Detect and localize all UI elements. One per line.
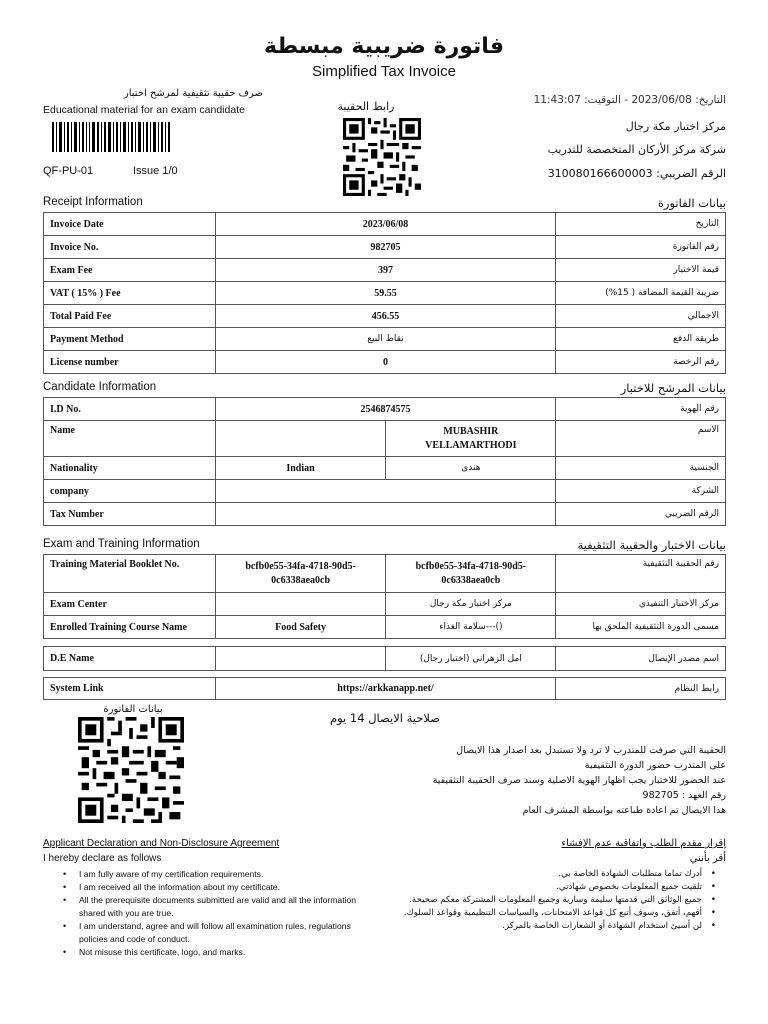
booklet-label-arabic: رقم الحقيبة التثقيفية (556, 555, 726, 593)
tax-number-label: Tax Number (44, 503, 216, 526)
invoice-number-label-arabic: رقم الفاتورة (556, 236, 726, 259)
name-label: Name (44, 421, 216, 457)
receipt-section-title-arabic: بيانات الفاتورة (657, 196, 726, 210)
material-label-english: Educational material for an exam candidate (43, 104, 245, 116)
system-link-label: System Link (44, 678, 216, 700)
total-paid-value: 456.55 (216, 305, 556, 328)
payment-method-value: نقاط البيع (216, 328, 556, 351)
declaration-intro-arabic: أقر بأنني (689, 853, 726, 864)
course-name-label: Enrolled Training Course Name (44, 616, 216, 639)
table-row (44, 678, 726, 700)
table-row (44, 480, 726, 503)
table-row (44, 647, 726, 671)
table-row (44, 457, 726, 480)
booklet-label: Training Material Booklet No. (44, 555, 216, 593)
note-line: على المتدرب حضور الدورة التثقيفية (584, 760, 726, 771)
list-item: • أفهم، أتفق، وسوف أتبع كل قواعد الامتحانات، والسياسات التنظيمية وقواعد السلوك. (400, 907, 726, 920)
name-label-arabic: الاسم (556, 421, 726, 457)
declaration-list-arabic (400, 868, 726, 933)
note-line: رقم العهد : 982705 (642, 790, 726, 801)
company-label: company (44, 480, 216, 503)
table-row (44, 213, 726, 236)
table-row (44, 421, 726, 457)
table-row (44, 555, 726, 593)
vat-fee-label: VAT ( 15% ) Fee (44, 282, 216, 305)
candidate-name-value: MUBASHIR VELLAMARTHODI (386, 421, 556, 457)
license-number-value: 0 (216, 351, 556, 374)
receipt-validity: صلاحية الايصال 14 يوم (329, 711, 441, 725)
company-name-arabic: شركة مركز الأركان المتخصصة للتدريب (547, 143, 726, 156)
exam-section-title: Exam and Training Information (43, 538, 200, 550)
invoice-number-label: Invoice No. (44, 236, 216, 259)
de-name-label: D.E Name (44, 647, 216, 671)
declaration-intro-english: I hereby declare as follows (43, 853, 162, 864)
total-paid-label-arabic: الاجمالي (556, 305, 726, 328)
list-item: • I am fully aware of my certification requirements. (43, 868, 363, 881)
list-item: • جميع الوثائق التي قدمتها سليمة وسارية وجميع المعلومات المشتركة معكم صحيحة. (400, 894, 726, 907)
exam-fee-value: 397 (216, 259, 556, 282)
material-label-arabic: صرف حقيبة تثقيفية لمرشح اختبار (123, 88, 263, 99)
nationality-value-english: Indian (215, 457, 386, 480)
bag-link-label: رابط الحقيبة (337, 100, 395, 113)
list-item: • I am understand, agree and will follow all examination rules, regulations policies and code of conduct. (43, 920, 363, 946)
tax-number-label-arabic: الرقم الضريبي (556, 503, 726, 526)
title-english: Simplified Tax Invoice (312, 63, 456, 80)
license-number-label-arabic: رقم الرخصة (556, 351, 726, 374)
de-name-value: امل الزهراني (اختبار رجال) (386, 647, 556, 671)
candidate-table (43, 397, 726, 526)
list-item: • Not misuse this certificate, logo, and marks. (43, 946, 363, 959)
table-row (44, 259, 726, 282)
exam-center-label: Exam Center (44, 593, 216, 616)
system-link-label-arabic: رابط النظام (556, 678, 726, 700)
id-value: 2546874575 (215, 398, 556, 421)
nationality-label: Nationality (44, 457, 216, 480)
exam-fee-label: Exam Fee (44, 259, 216, 282)
course-name-value-english: Food Safety (215, 616, 386, 639)
system-link-value[interactable]: https://arkkanapp.net/ (216, 678, 556, 700)
table-row (44, 305, 726, 328)
table-row (44, 593, 726, 616)
list-item: • لن أسيئ استخدام الشهادة أو الشعارات الخاصة بالمركز. (400, 920, 726, 933)
course-name-label-arabic: مسمى الدورة التثقيفية الملحق بها (556, 616, 726, 639)
note-line: عند الحضور للاختبار يجب اظهار الهوية الاصلية وسند صرف الحقيبة التثقيفية (432, 775, 726, 786)
table-row (44, 398, 726, 421)
table-row (44, 236, 726, 259)
declaration-title-arabic: إقرار مقدم الطلب واتفاقية عدم الإفشاء (561, 838, 726, 849)
company-label-arabic: الشركة (556, 480, 726, 503)
payment-method-label: Payment Method (44, 328, 216, 351)
booklet-value: bcfb0e55-34fa-4718-90d5-0c6338aea0cb (215, 555, 386, 593)
invoice-qr-code[interactable] (78, 716, 184, 824)
issue-number: Issue 1/0 (133, 165, 178, 177)
list-item: • All the prerequisite documents submitted are valid and all the information shared with you are true. (43, 894, 363, 920)
exam-section-title-arabic: بيانات الاختبار والحقيبة التثقيفية (577, 538, 726, 552)
system-link-table (43, 677, 726, 700)
candidate-section-title: Candidate Information (43, 381, 157, 393)
exam-table (43, 554, 726, 639)
license-number-label: License number (44, 351, 216, 374)
invoice-qr-caption: بيانات الفاتورة (103, 704, 163, 715)
list-item: • I am received all the information about my certificate. (43, 881, 363, 894)
bag-link-qr-code[interactable] (343, 118, 421, 196)
exam-center-label-arabic: مركز الاختبار التنفيذي (556, 593, 726, 616)
vat-fee-value: 59.55 (216, 282, 556, 305)
list-item: • تلقيت جميع المعلومات بخصوص شهادتي. (400, 881, 726, 894)
invoice-date-value: 2023/06/08 (216, 213, 556, 236)
test-center-arabic: مركز اختبار مكة رجال (625, 120, 726, 133)
total-paid-label: Total Paid Fee (44, 305, 216, 328)
candidate-section-title-arabic: بيانات المرشح للاختبار (620, 381, 726, 395)
table-row (44, 503, 726, 526)
invoice-date-label: Invoice Date (44, 213, 216, 236)
datetime-arabic: التاريخ: 2023/06/08 - التوقيت: 11:43:07 (533, 94, 726, 106)
vat-fee-label-arabic: ضريبة القيمة المضافة ( 15%) (556, 282, 726, 305)
id-label-arabic: رقم الهوية (556, 398, 726, 421)
note-line: هذا الايصال تم اعادة طباعته بواسطة المشرف العام (522, 805, 726, 816)
declaration-title-english: Applicant Declaration and Non-Disclosure Agreement (43, 838, 280, 849)
nationality-value-arabic: هندى (386, 457, 556, 480)
nationality-label-arabic: الجنسية (556, 457, 726, 480)
document-code: QF-PU-01 (43, 165, 94, 177)
course-name-value-arabic: ()---سلامة الغذاء (386, 616, 556, 639)
table-row (44, 328, 726, 351)
table-row (44, 616, 726, 639)
declaration-list-english (43, 868, 363, 959)
table-row (44, 282, 726, 305)
invoice-date-label-arabic: التاريخ (556, 213, 726, 236)
receipt-table (43, 212, 726, 374)
exam-fee-label-arabic: قيمة الاختبار (556, 259, 726, 282)
receipt-notes (380, 743, 726, 818)
note-line: الحقيبة التي صرفت للمتدرب لا ترد ولا تستبدل بعد اصدار هذا الايصال (456, 745, 726, 756)
exam-center-value: مركز اختبار مكة رجال (386, 593, 556, 616)
de-name-label-arabic: اسم مصدر الإيصال (556, 647, 726, 671)
payment-method-label-arabic: طريقة الدفع (556, 328, 726, 351)
de-name-table (43, 646, 726, 671)
list-item: • أدرك تماما متطلبات الشهادة الخاصة بي. (400, 868, 726, 881)
id-label: I.D No. (44, 398, 216, 421)
tax-number-arabic: الرقم الضريبي: 310080166600003 (547, 167, 726, 180)
title-arabic: فاتورة ضريبية مبسطة (264, 34, 504, 59)
barcode-image (52, 122, 170, 152)
table-row (44, 351, 726, 374)
invoice-number-value: 982705 (216, 236, 556, 259)
booklet-value-secondary: bcfb0e55-34fa-4718-90d5-0c6338aea0cb (386, 555, 556, 593)
receipt-section-title: Receipt Information (43, 196, 143, 208)
